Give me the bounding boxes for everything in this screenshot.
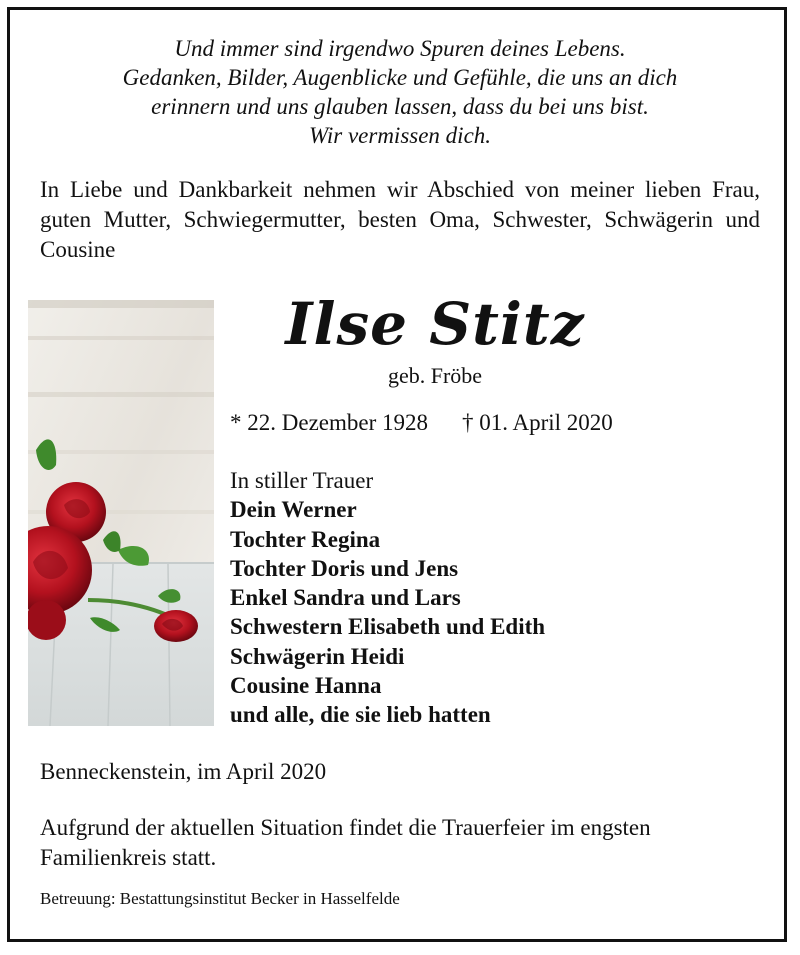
mourner: Tochter Regina xyxy=(230,526,381,552)
mourner: Enkel Sandra und Lars xyxy=(230,585,461,611)
death-date: † 01. April 2020 xyxy=(462,410,613,435)
poem-line: erinnern und uns glauben lassen, dass du bei uns bist. xyxy=(151,94,649,119)
mourner: und alle, die sie lieb hatten xyxy=(230,702,491,728)
poem-line: Wir vermissen dich. xyxy=(308,123,492,148)
poem-line: Gedanken, Bilder, Augenblicke und Gefühle, die uns an dich xyxy=(122,65,678,90)
ceremony-note: Aufgrund der aktuellen Situation findet die Trauerfeier im engsten Familienkreis statt. xyxy=(40,815,651,870)
poem xyxy=(40,34,760,150)
mourners-lead: In stiller Trauer xyxy=(230,468,374,493)
life-dates xyxy=(230,408,613,438)
mourners-list xyxy=(230,466,545,730)
mourner: Tochter Doris und Jens xyxy=(230,555,459,581)
funeral-home-credit: Betreuung: Bestattungsinstitut Becker in Hasselfelde xyxy=(40,889,400,908)
birth-date: * 22. Dezember 1928 xyxy=(230,410,428,435)
mourner: Schwägerin Heidi xyxy=(230,643,405,669)
mourner: Cousine Hanna xyxy=(230,673,382,699)
poem-line: Und immer sind irgendwo Spuren deines Lebens. xyxy=(174,36,626,61)
mourner: Schwestern Elisabeth und Edith xyxy=(230,614,546,640)
intro-text: In Liebe und Dankbarkeit nehmen wir Abschied von meiner lieben Frau, guten Mutter, Schwiegermutter, besten Oma, Schwester, Schwägerin und Cousine xyxy=(40,177,760,262)
maiden-name: geb. Fröbe xyxy=(387,363,483,388)
mourner: Dein Werner xyxy=(230,497,357,523)
deceased-name: Ilse Stitz xyxy=(285,290,585,358)
place-date: Benneckenstein, im April 2020 xyxy=(40,759,327,784)
red-roses-photo xyxy=(28,300,214,726)
